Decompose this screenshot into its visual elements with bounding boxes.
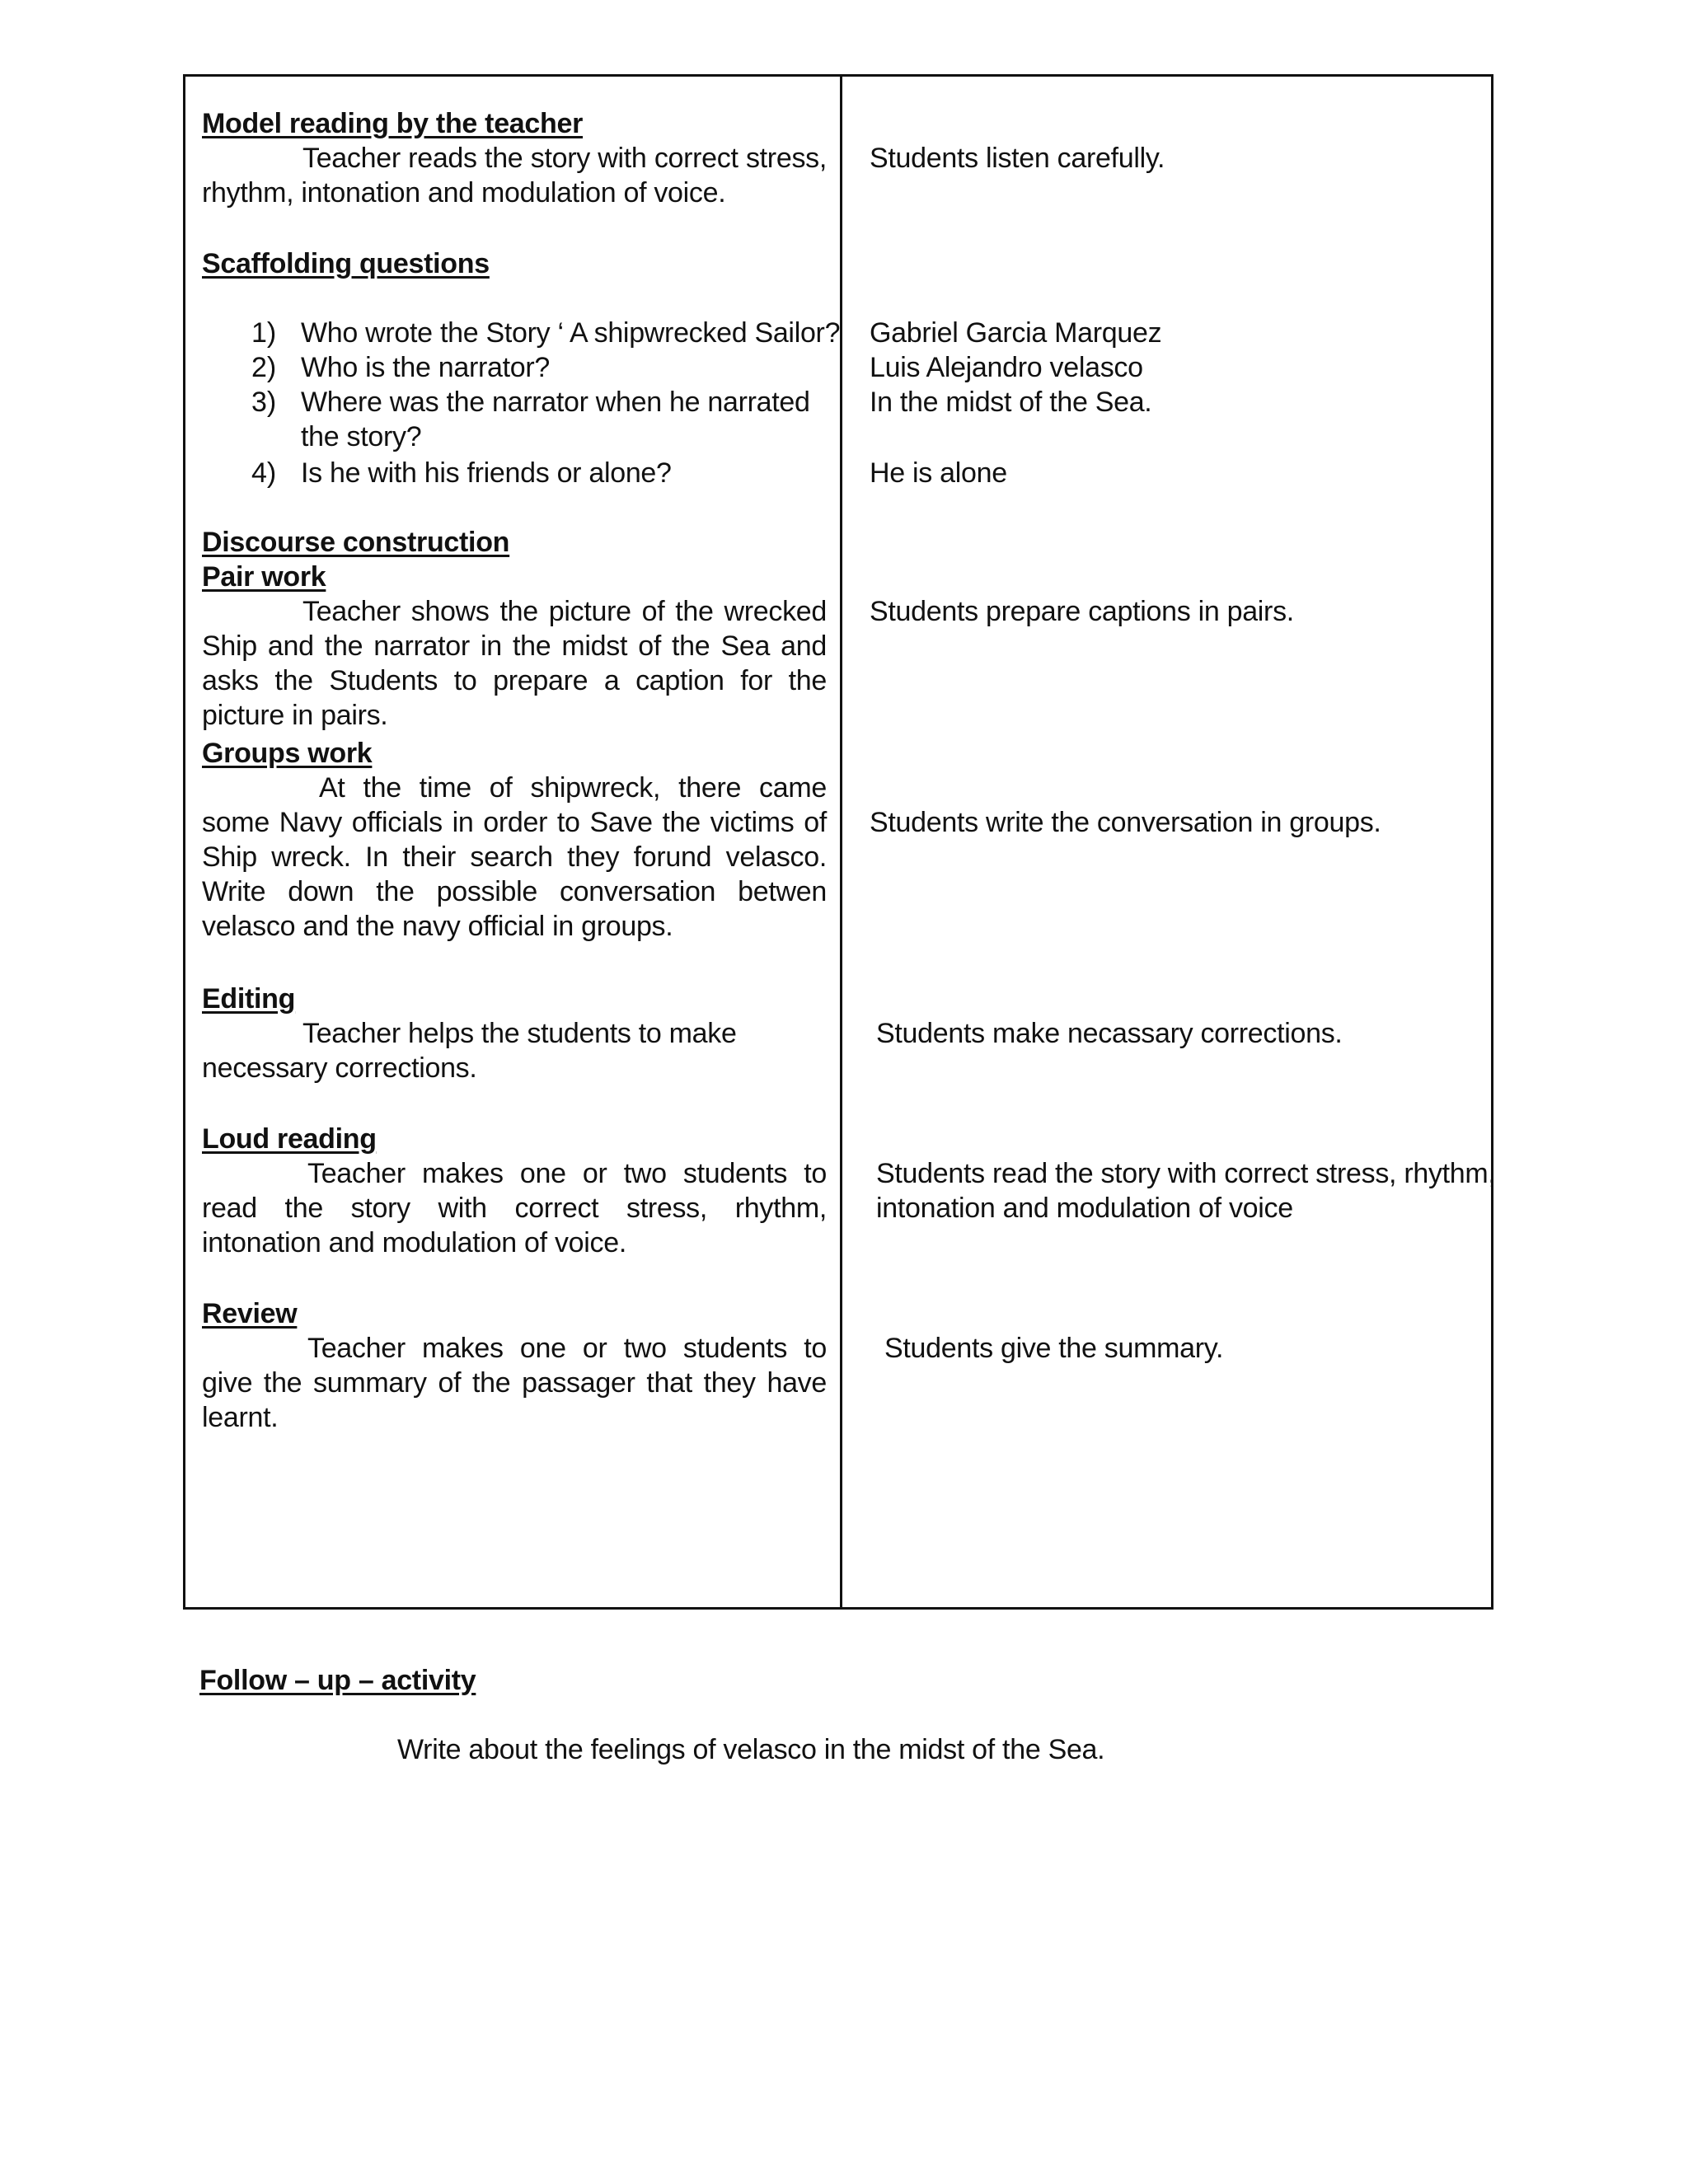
response-loud-line2: intonation and modulation of voice [876, 1193, 1293, 1224]
review-text: Teacher makes one or two students to give the summary of the passager that they have learnt. [202, 1333, 827, 1433]
model-reading-heading: Model reading by the teacher [202, 108, 584, 139]
editing-text-line2: necessary corrections. [202, 1052, 477, 1084]
model-reading-text: Teacher reads the story with correct stress, rhythm, intonation and modulation of voice. [202, 143, 827, 209]
loud-reading-text: Teacher makes one or two students to read the story with correct stress, rhythm, intonation and modulation of voice. [202, 1158, 827, 1258]
editing-heading: Editing [202, 983, 296, 1015]
response-review: Students give the summary. [884, 1333, 1224, 1364]
discourse-heading: Discourse construction [202, 527, 510, 558]
question-number: 1) [251, 317, 277, 349]
response-pair: Students prepare captions in pairs. [870, 596, 1294, 627]
answer-2: Luis Alejandro velasco [870, 352, 1143, 383]
response-group: Students write the conversation in groups. [870, 807, 1381, 838]
answer-4: He is alone [870, 457, 1007, 489]
response-loud-line1: Students read the story with correct stress, rhythm, [876, 1158, 1496, 1189]
response-listen: Students listen carefully. [870, 143, 1165, 174]
editing-text-line1: Teacher helps the students to make [302, 1018, 737, 1049]
question-text: Who wrote the Story ‘ A shipwrecked Sailor? [301, 317, 841, 349]
pair-work-text: Teacher shows the picture of the wrecked Ship and the narrator in the midst of the Sea and asks the Students to prepare a caption for the picture in pairs. [202, 596, 827, 731]
groups-work-text: At the time of shipwreck, there came some Navy officials in order to Save the victims of Ship wreck. In their search they forund velasco. Write down the possible conversation betwen velasco and the navy official in groups. [202, 772, 827, 942]
review-heading: Review [202, 1298, 298, 1329]
question-number: 3) [251, 387, 277, 418]
question-text: Where was the narrator when he narrated the story? [301, 387, 810, 452]
scaffolding-heading: Scaffolding questions [202, 248, 490, 279]
question-number: 4) [251, 457, 277, 489]
answer-1: Gabriel Garcia Marquez [870, 317, 1162, 349]
lesson-plan-table [183, 74, 1496, 1610]
follow-up-heading: Follow – up – activity [199, 1665, 476, 1696]
response-editing: Students make necassary corrections. [876, 1018, 1343, 1049]
question-number: 2) [251, 352, 277, 383]
loud-reading-heading: Loud reading [202, 1123, 377, 1155]
answer-3: In the midst of the Sea. [870, 387, 1152, 418]
column-divider [840, 77, 842, 1607]
question-text: Who is the narrator? [301, 352, 551, 383]
question-text: Is he with his friends or alone? [301, 457, 672, 489]
pair-work-heading: Pair work [202, 561, 326, 593]
groups-work-heading: Groups work [202, 738, 373, 769]
follow-up-text: Write about the feelings of velasco in the midst of the Sea. [397, 1734, 1105, 1765]
